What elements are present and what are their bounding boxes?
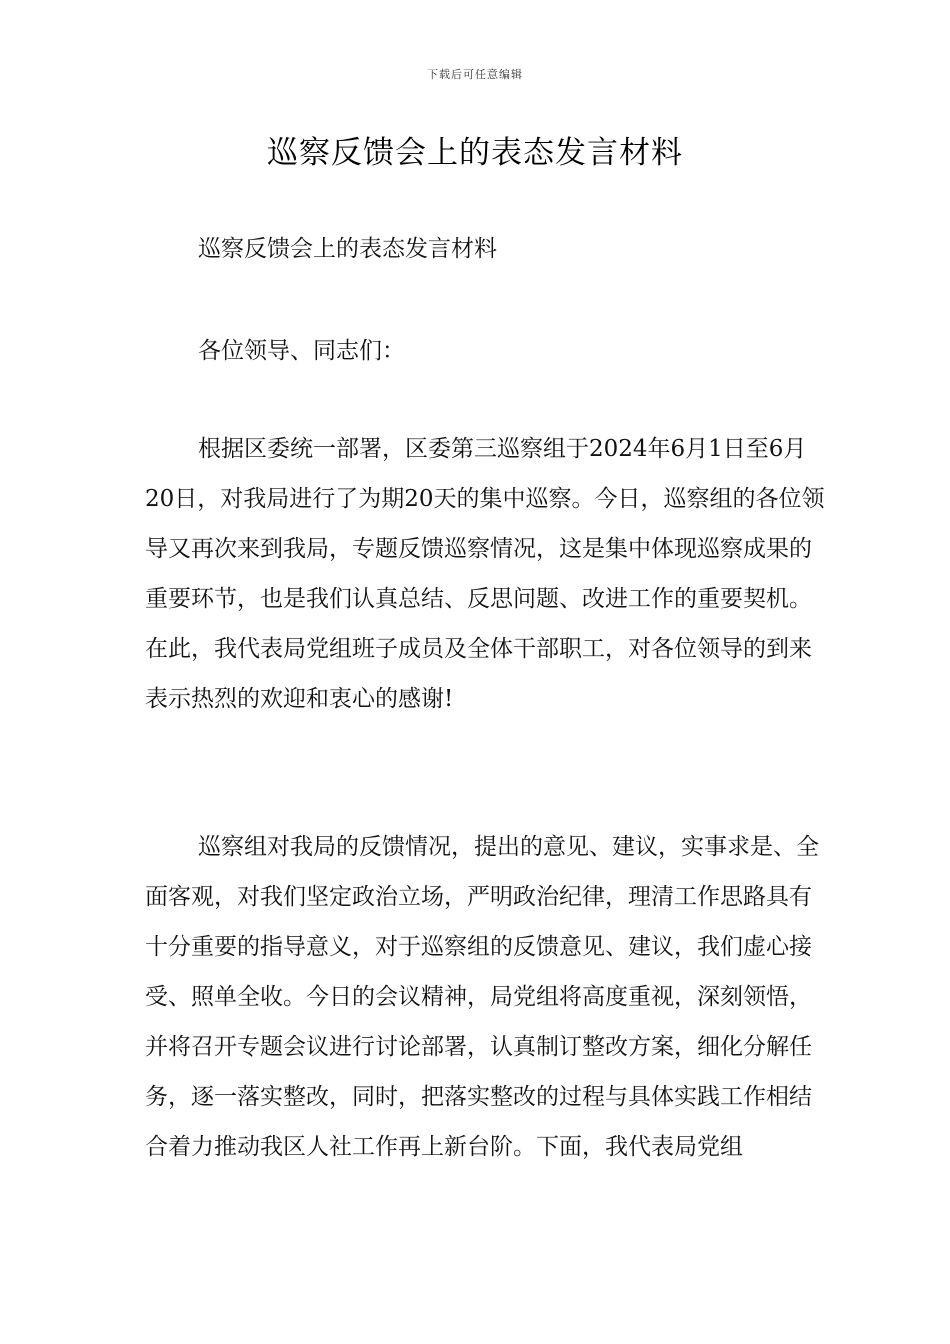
paragraph-2: 巡察组对我局的反馈情况，提出的意见、建议，实事求是、全面客观，对我们坚定政治立场，严明政治纪律，理清工作思路具有十分重要的指导意义，对于巡察组的反馈意见、建议，我们虚心接受、照单全收。今日的会议精神，局党组将高度重视，深刻领悟，并将召开专题会议进行讨论部署，认真制订整改方案，细化分解任务，逐一落实整改，同时，把落实整改的过程与具体实践工作相结合着力推动我区人社工作再上新台阶。下面，我代表局党组 — [145, 834, 819, 1160]
document-subtitle: 巡察反馈会上的表态发言材料 — [198, 236, 497, 262]
greeting: 各位领导、同志们： — [198, 338, 405, 364]
document-title: 巡察反馈会上的表态发言材料 — [267, 135, 683, 171]
paragraph-1: 根据区委统一部署，区委第三巡察组于2024年6月1日至6月20日，对我局进行了为期20天的集中巡察。今日，巡察组的各位领导又再次来到我局，专题反馈巡察情况，这是集中体现巡察成果的重要环节，也是我们认真总结、反思问题、改进工作的重要契机。在此，我代表局党组班子成员及全体干部职工，对各位领导的到来表示热烈的欢迎和衷心的感谢! — [145, 436, 825, 712]
header-note: 下载后可任意编辑 — [427, 68, 523, 81]
